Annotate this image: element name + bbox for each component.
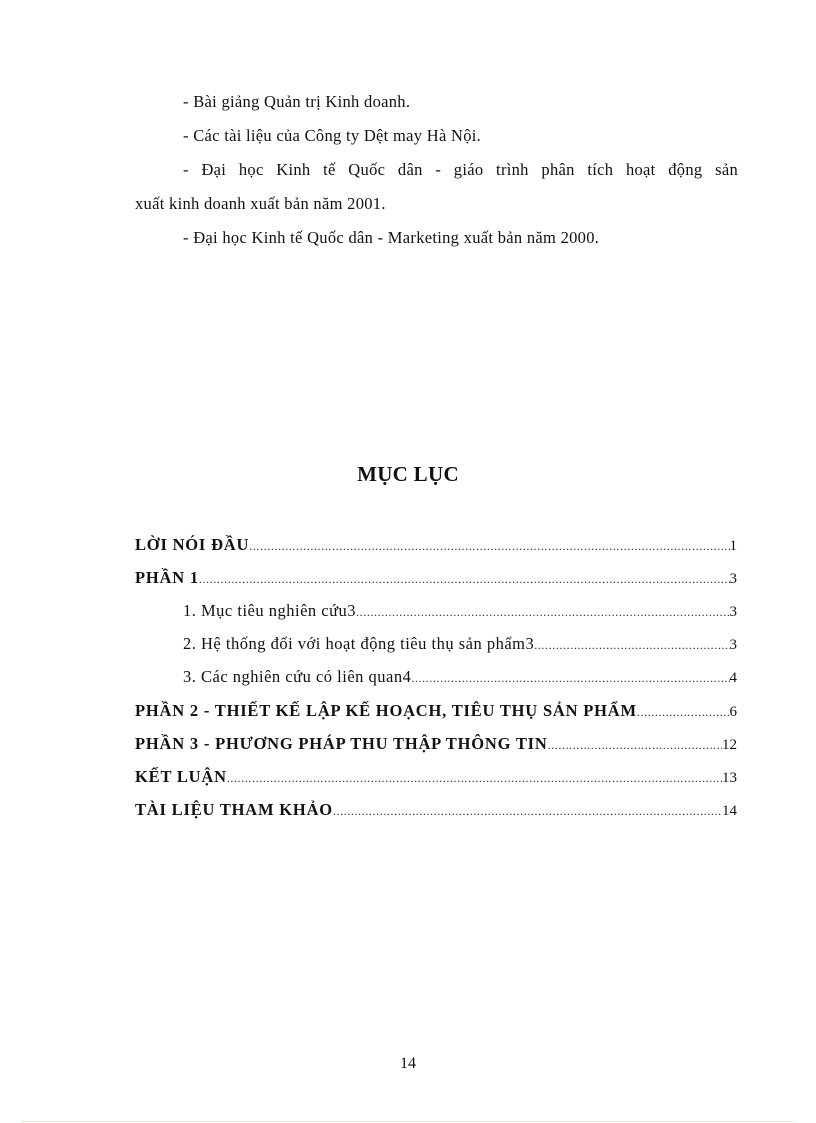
toc-entry-label: PHẦN 1	[135, 568, 199, 587]
toc-entry-page: 3	[729, 637, 737, 653]
toc-leader-dots	[411, 671, 729, 686]
page-number: 14	[400, 1055, 416, 1072]
toc-entry-page: 1	[729, 538, 737, 554]
toc-leader-dots	[356, 605, 729, 620]
toc-leader-dots	[534, 638, 729, 653]
toc-entry-label: PHẦN 3 - PHƯƠNG PHÁP THU THẬP THÔNG TIN	[135, 734, 548, 753]
toc-entry-label: 2. Hệ thống đối với hoạt động tiêu thụ sản phẩm3	[183, 634, 535, 653]
toc-entry[interactable]	[135, 767, 737, 787]
toc-entry-label: 3. Các nghiên cứu có liên quan4	[183, 667, 412, 686]
toc-leader-dots	[199, 572, 730, 587]
page-bottom-divider	[22, 1121, 794, 1122]
toc-leader-dots	[227, 771, 722, 786]
toc-entry-page: 14	[722, 803, 737, 819]
toc-entry-page: 3	[729, 571, 737, 587]
reference-item: - Các tài liệu của Công ty Dệt may Hà Nội.	[183, 126, 482, 145]
reference-item: - Đại học Kinh tế Quốc dân - Marketing xuất bản năm 2000.	[183, 228, 600, 247]
toc-entry-label: LỜI NÓI ĐẦU	[135, 535, 250, 554]
toc-entry[interactable]	[183, 601, 737, 621]
toc-entry-label: KẾT LUẬN	[135, 767, 227, 786]
toc-leader-dots	[637, 705, 730, 720]
reference-item: - Đại học Kinh tế Quốc dân - giáo trình phân tích hoạt động sản	[183, 160, 738, 179]
toc-title: MỤC LỤC	[357, 462, 459, 486]
toc-entry[interactable]	[135, 568, 737, 588]
toc-leader-dots	[333, 804, 722, 819]
toc-entry-label: TÀI LIỆU THAM KHẢO	[135, 800, 333, 819]
toc-entry[interactable]	[135, 535, 737, 555]
toc-entry-page: 13	[722, 770, 737, 786]
toc-entry[interactable]	[135, 800, 737, 820]
toc-entry[interactable]	[183, 667, 737, 687]
toc-entry-label: PHẦN 2 - THIẾT KẾ LẬP KẾ HOẠCH, TIÊU THỤ SẢN PHẨM	[135, 701, 637, 720]
toc-entry[interactable]	[135, 734, 737, 754]
toc-entry-page: 3	[729, 604, 737, 620]
toc-entry-page: 4	[729, 670, 737, 686]
toc-entry-label: 1. Mục tiêu nghiên cứu3	[183, 601, 357, 620]
toc-entry[interactable]	[183, 634, 737, 654]
toc-leader-dots	[249, 539, 729, 554]
toc-entry-page: 12	[722, 737, 737, 753]
reference-item: - Bài giảng Quản trị Kinh doanh.	[183, 92, 411, 111]
toc-entry-page: 6	[729, 704, 737, 720]
reference-item-continuation: xuất kinh doanh xuất bản năm 2001.	[135, 194, 386, 213]
toc-leader-dots	[548, 738, 722, 753]
toc-entry[interactable]	[135, 701, 737, 721]
